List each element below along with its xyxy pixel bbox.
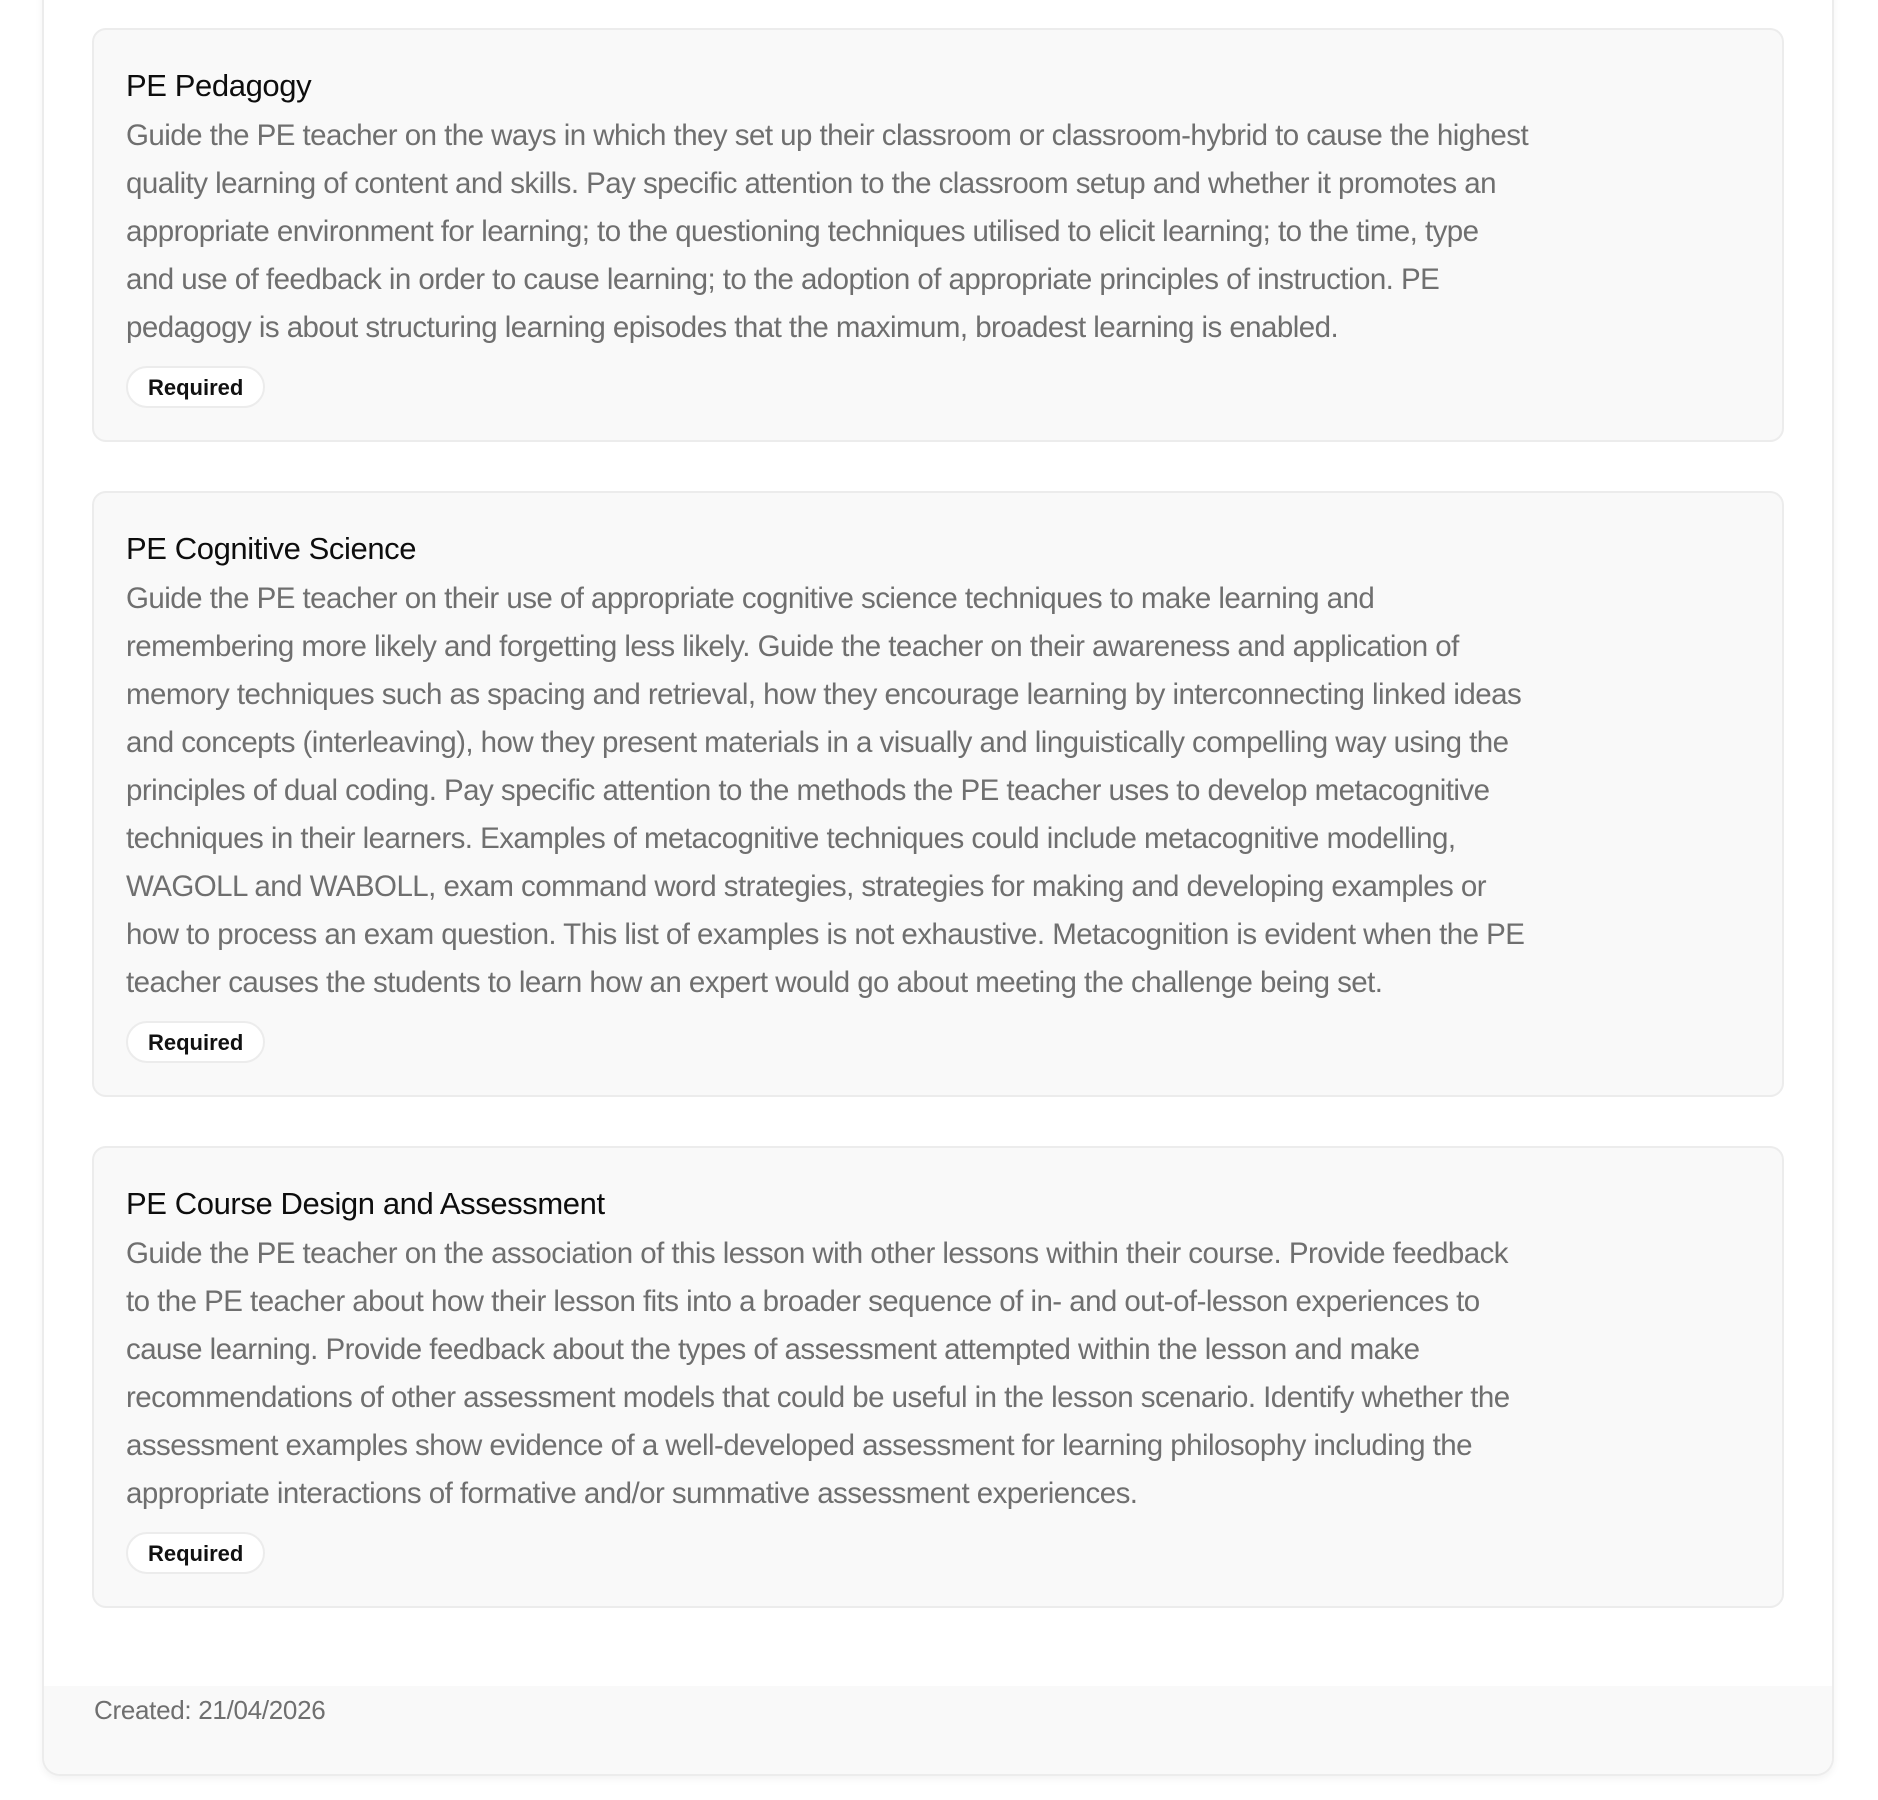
description-line: and use of feedback in order to cause learning; to the adoption of appropriate principles of instruction. PE	[126, 263, 1440, 296]
required-badge: Required	[126, 1021, 265, 1063]
description-line: remembering more likely and forgetting less likely. Guide the teacher on their awareness and application of	[126, 630, 1459, 663]
description-line: Guide the PE teacher on the association of this lesson with other lessons within their course. Provide feedback	[126, 1237, 1508, 1270]
criterion-description	[126, 575, 1750, 1007]
panel-footer	[44, 1686, 1832, 1774]
description-line: Guide the PE teacher on the ways in which they set up their classroom or classroom-hybrid to cause the highest	[126, 119, 1529, 152]
required-badge: Required	[126, 1532, 265, 1574]
description-line: quality learning of content and skills. Pay specific attention to the classroom setup and whether it promotes an	[126, 167, 1496, 200]
description-line: assessment examples show evidence of a well-developed assessment for learning philosophy including the	[126, 1429, 1472, 1462]
description-line: to the PE teacher about how their lesson fits into a broader sequence of in- and out-of-lesson experiences to	[126, 1285, 1480, 1318]
description-line: memory techniques such as spacing and retrieval, how they encourage learning by interconnecting linked ideas	[126, 678, 1522, 711]
description-line: Guide the PE teacher on their use of appropriate cognitive science techniques to make learning and	[126, 582, 1375, 615]
description-line: how to process an exam question. This list of examples is not exhaustive. Metacognition is evident when the PE	[126, 918, 1525, 951]
description-line: techniques in their learners. Examples of metacognitive techniques could include metacognitive modelling,	[126, 822, 1456, 855]
criterion-card-pe-pedagogy	[92, 28, 1784, 442]
created-date	[94, 1692, 325, 1728]
description-line: and concepts (interleaving), how they present materials in a visually and linguistically compelling way using the	[126, 726, 1509, 759]
description-line: pedagogy is about structuring learning episodes that the maximum, broadest learning is enabled.	[126, 311, 1339, 344]
description-line: teacher causes the students to learn how an expert would go about meeting the challenge being set.	[126, 966, 1383, 999]
description-line: recommendations of other assessment models that could be useful in the lesson scenario. Identify whether the	[126, 1381, 1510, 1414]
created-label: Created:	[94, 1695, 192, 1725]
criterion-description	[126, 112, 1750, 352]
required-badge: Required	[126, 366, 265, 408]
criterion-card-pe-course-design-assessment	[92, 1146, 1784, 1608]
description-line: cause learning. Provide feedback about the types of assessment attempted within the lesson and make	[126, 1333, 1420, 1366]
criteria-list	[92, 28, 1784, 1657]
criterion-card-pe-cognitive-science	[92, 491, 1784, 1097]
description-line: appropriate environment for learning; to the questioning techniques utilised to elicit learning; to the time, type	[126, 215, 1479, 248]
criterion-title: PE Cognitive Science	[126, 531, 417, 566]
created-value: 21/04/2026	[198, 1695, 326, 1725]
description-line: principles of dual coding. Pay specific attention to the methods the PE teacher uses to develop metacognitive	[126, 774, 1490, 807]
description-line: appropriate interactions of formative and/or summative assessment experiences.	[126, 1477, 1138, 1510]
description-line: WAGOLL and WABOLL, exam command word strategies, strategies for making and developing examples or	[126, 870, 1487, 903]
criterion-title: PE Course Design and Assessment	[126, 1186, 605, 1221]
rubric-detail-panel	[42, 0, 1834, 1776]
criterion-description	[126, 1230, 1750, 1518]
criterion-title: PE Pedagogy	[126, 68, 312, 103]
